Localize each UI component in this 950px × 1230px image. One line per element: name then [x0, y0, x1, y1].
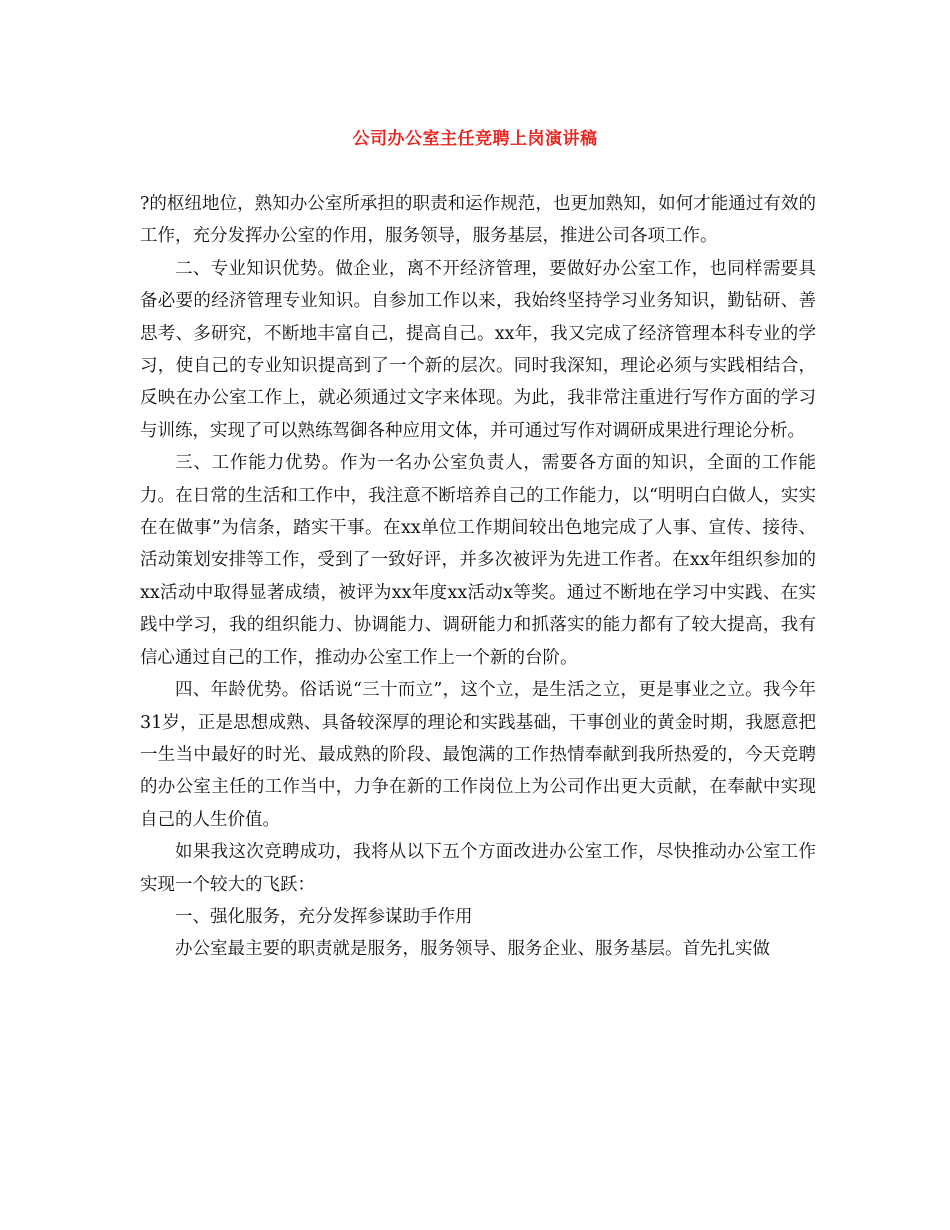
- document-body: [140, 188, 816, 966]
- paragraph-professional-knowledge: 二、专业知识优势。做企业，离不开经济管理，要做好办公室工作，也同样需要具备必要的经济管理专业知识。自参加工作以来，我始终坚持学习业务知识，勤钻研、善思考、多研究，不断地丰富自己，提高自己。xx年，我又完成了经济管理本科专业的学习，使自己的专业知识提高到了一个新的层次。同时我深知，理论必须与实践相结合，反映在办公室工作上，就必须通过文字来体现。为此，我非常注重进行写作方面的学习与训练，实现了可以熟练驾御各种应用文体，并可通过写作对调研成果进行理论分析。: [140, 258, 816, 441]
- paragraph-heading-service: 一、强化服务，充分发挥参谋助手作用: [175, 906, 473, 927]
- paragraph-work-ability: 三、工作能力优势。作为一名办公室负责人，需要各方面的知识，全面的工作能力。在日常的生活和工作中，我注意不断培养自己的工作能力，以“明明白白做人，实实在在做事”为信条，踏实干事。在xx单位工作期间较出色地完成了人事、宣传、接待、活动策划安排等工作，受到了一致好评，并多次被评为先进工作者。在xx年组织参加的xx活动中取得显著成绩，被评为xx年度xx活动x等奖。通过不断地在学习中实践、在实践中学习，我的组织能力、协调能力、调研能力和抓落实的能力都有了较大提高，我有信心通过自己的工作，推动办公室工作上一个新的台阶。: [140, 453, 816, 668]
- paragraph-service-detail: 办公室最主要的职责就是服务，服务领导、服务企业、服务基层。首先扎实做: [175, 939, 770, 960]
- paragraph-plan-intro: 如果我这次竞聘成功，我将从以下五个方面改进办公室工作，尽快推动办公室工作实现一个较大的飞跃：: [140, 842, 816, 895]
- paragraph-age-advantage: 四、年龄优势。俗话说“三十而立”，这个立，是生活之立，更是事业之立。我今年31岁，正是思想成熟、具备较深厚的理论和实践基础，干事创业的黄金时期，我愿意把一生当中最好的时光、最成熟的阶段、最饱满的工作热情奉献到我所热爱的，今天竞聘的办公室主任的工作当中，力争在新的工作岗位上为公司作出更大贡献，在奉献中实现自己的人生价值。: [140, 680, 816, 830]
- paragraph-continuation: ?的枢纽地位，熟知办公室所承担的职责和运作规范，也更加熟知，如何才能通过有效的工作，充分发挥办公室的作用，服务领导，服务基层，推进公司各项工作。: [140, 194, 816, 247]
- document-title: 公司办公室主任竞聘上岗演讲稿: [352, 129, 598, 149]
